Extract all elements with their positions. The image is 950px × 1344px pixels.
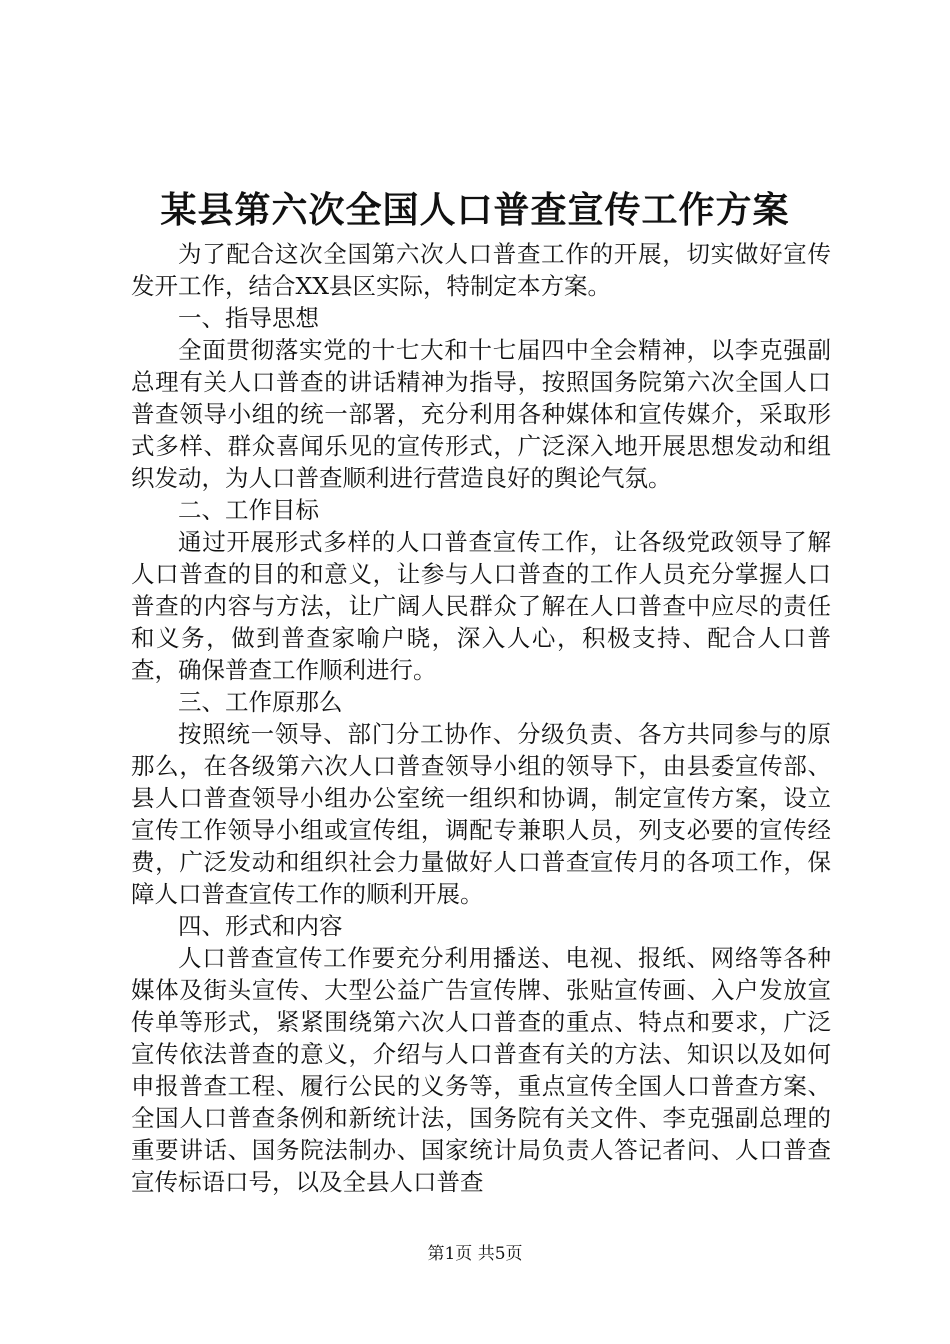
section-text-work-principles: 按照统一领导、部门分工协作、分级负责、各方共同参与的原那么，在各级第六次人口普查领导小组的领导下，由县委宣传部、县人口普查领导小组办公室统一组织和协调，制定宣传方案，设立宣传工作领导小组或宣传组，调配专兼职人员，列支必要的宣传经费，广泛发动和组织社会力量做好人口普查宣传月的各项工作，保障人口普查宣传工作的顺利开展。 (131, 720, 831, 908)
section-text-forms-content: 人口普查宣传工作要充分利用播送、电视、报纸、网络等各种媒体及街头宣传、大型公益广告宣传牌、张贴宣传画、入户发放宣传单等形式，紧紧围绕第六次人口普查的重点、特点和要求，广泛宣传依法普查的意义，介绍与人口普查有关的方法、知识以及如何申报普查工程、履行公民的义务等，重点宣传全国人口普查方案、全国人口普查条例和新统计法，国务院有关文件、李克强副总理的重要讲话、国务院法制办、国家统计局负责人答记者问、人口普查宣传标语口号，以及全县人口普查 (131, 944, 831, 1196)
section-heading-forms-content: 四、形式和内容 (178, 912, 343, 940)
section-heading-work-principles: 三、工作原那么 (178, 688, 343, 716)
page-number-footer: 第1页 共5页 (427, 1244, 523, 1264)
section-heading-work-goals: 二、工作目标 (178, 496, 319, 524)
section-text-work-goals: 通过开展形式多样的人口普查宣传工作，让各级党政领导了解人口普查的目的和意义，让参与人口普查的工作人员充分掌握人口普查的内容与方法，让广阔人民群众了解在人口普查中应尽的责任和义务，做到普查家喻户晓，深入人心，积极支持、配合人口普查，确保普查工作顺利进行。 (131, 528, 831, 684)
document-body (131, 238, 831, 1198)
section-text-guiding-thought: 全面贯彻落实党的十七大和十七届四中全会精神，以李克强副总理有关人口普查的讲话精神为指导，按照国务院第六次全国人口普查领导小组的统一部署，充分利用各种媒体和宣传媒介，采取形式多样、群众喜闻乐见的宣传形式，广泛深入地开展思想发动和组织发动，为人口普查顺利进行营造良好的舆论气氛。 (131, 336, 831, 492)
section-heading-guiding-thought: 一、指导思想 (178, 304, 319, 332)
intro-paragraph: 为了配合这次全国第六次人口普查工作的开展，切实做好宣传发开工作，结合XX县区实际，特制定本方案。 (131, 240, 831, 300)
document-title: 某县第六次全国人口普查宣传工作方案 (160, 189, 790, 231)
